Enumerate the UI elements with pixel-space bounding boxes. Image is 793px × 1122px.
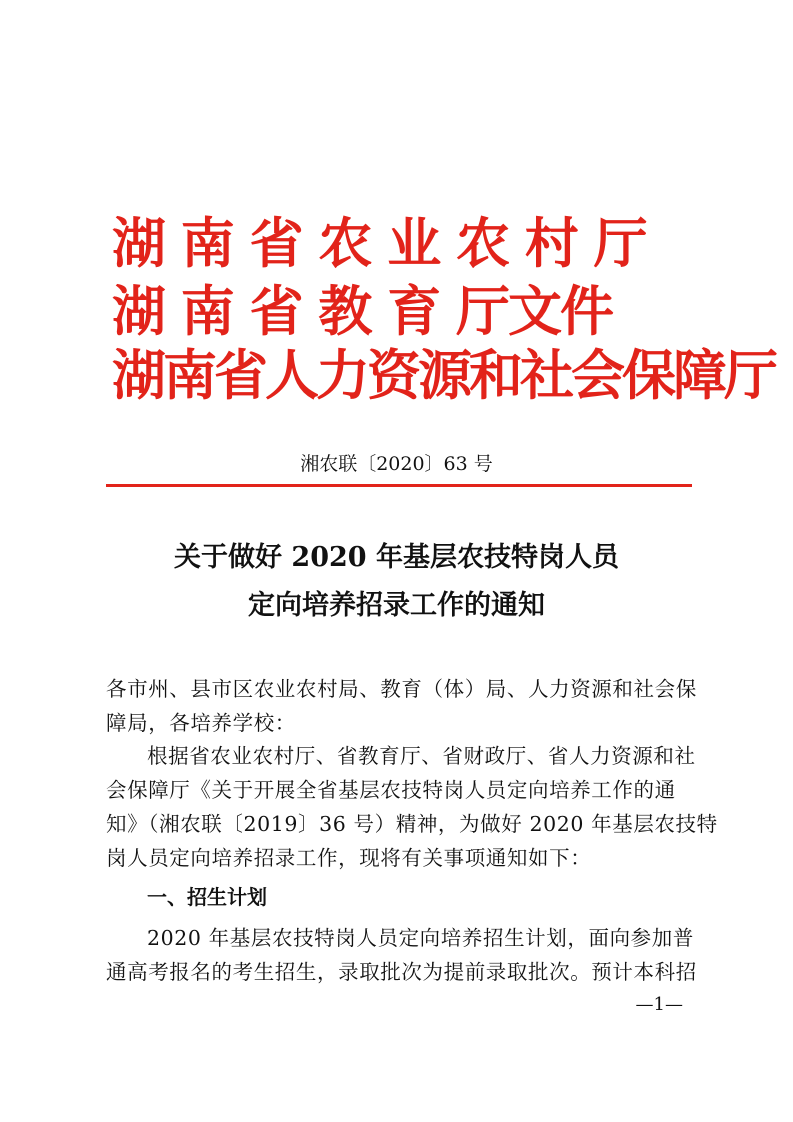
paragraph-1-line-2: 会保障厅《关于开展全省基层农技特岗人员定向培养工作的通: [106, 778, 676, 802]
paragraph-2-line-1: 2020 年基层农技特岗人员定向培养招生计划，面向参加普: [147, 926, 694, 950]
paragraph-1-line-1: 根据省农业农村厅、省教育厅、省财政厅、省人力资源和社: [147, 744, 696, 768]
document-title-line-2: 定向培养招录工作的通知: [248, 590, 545, 621]
red-divider-line: [106, 484, 692, 487]
issuer-education-wenjian: 湖 南 省 教 育 厅文件: [112, 279, 612, 343]
page-number: —1—: [635, 994, 683, 1015]
paragraph-1-line-4: 岗人员定向培养招录工作，现将有关事项通知如下：: [106, 846, 592, 870]
document-title-line-1: 关于做好 2020 年基层农技特岗人员: [174, 542, 619, 573]
paragraph-2-line-2: 通高考报名的考生招生，录取批次为提前录取批次。预计本科招: [106, 960, 697, 984]
paragraph-1-line-3: 知》（湘农联〔2019〕36 号）精神，为做好 2020 年基层农技特: [106, 812, 718, 836]
addressee-line-2: 障局，各培养学校：: [106, 711, 296, 735]
addressee-line-1: 各市州、县市区农业农村局、教育（体）局、人力资源和社会保: [106, 677, 697, 701]
issuer-agriculture: 湖 南 省 农 业 农 村 厅: [112, 211, 646, 275]
document-number: 湘农联〔2020〕63 号: [300, 453, 493, 475]
section-1-heading: 一、招生计划: [147, 885, 267, 909]
issuer-human-resources: 湖南省人力资源和社会保障厅: [112, 343, 775, 407]
